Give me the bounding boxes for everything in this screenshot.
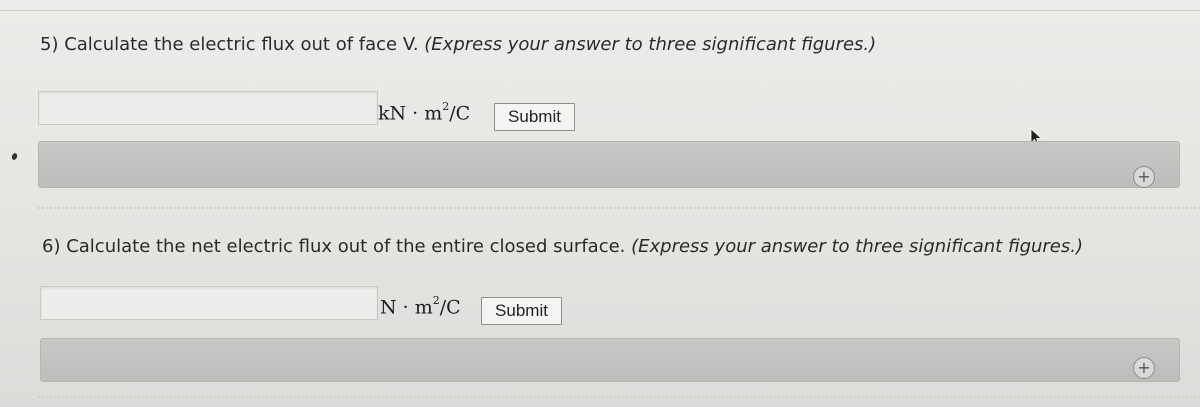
mark-dot — [11, 152, 18, 160]
question-5-prompt: 5) Calculate the electric flux out of face V. — [40, 34, 425, 55]
question-6-unit: $N \cdot m^2/C$ — [380, 294, 461, 319]
question-6-prompt: 6) Calculate the net electric flux out of the entire closed surface. — [42, 236, 632, 257]
question-5-submit-button[interactable]: Submit — [494, 103, 575, 131]
question-6-divider — [38, 396, 1200, 398]
top-divider — [0, 10, 1200, 11]
question-5-hint: (Express your answer to three significant figures.) — [424, 34, 877, 55]
question-6-answer-input[interactable] — [40, 286, 378, 320]
question-5-answer-input[interactable] — [38, 91, 378, 125]
question-5-expand-icon[interactable]: + — [1133, 166, 1155, 188]
question-6-hint: (Express your answer to three significant figures.) — [631, 236, 1084, 257]
question-6-submit-button[interactable]: Submit — [481, 297, 562, 325]
question-5-unit: kN · $m^2/C$ — [378, 100, 471, 125]
question-5-divider — [38, 207, 1200, 209]
question-6-text — [42, 236, 1083, 257]
question-5-text — [40, 34, 876, 55]
question-6-feedback-bar — [40, 338, 1180, 382]
question-5-feedback-bar — [38, 141, 1180, 188]
question-6-expand-icon[interactable]: + — [1133, 357, 1155, 379]
